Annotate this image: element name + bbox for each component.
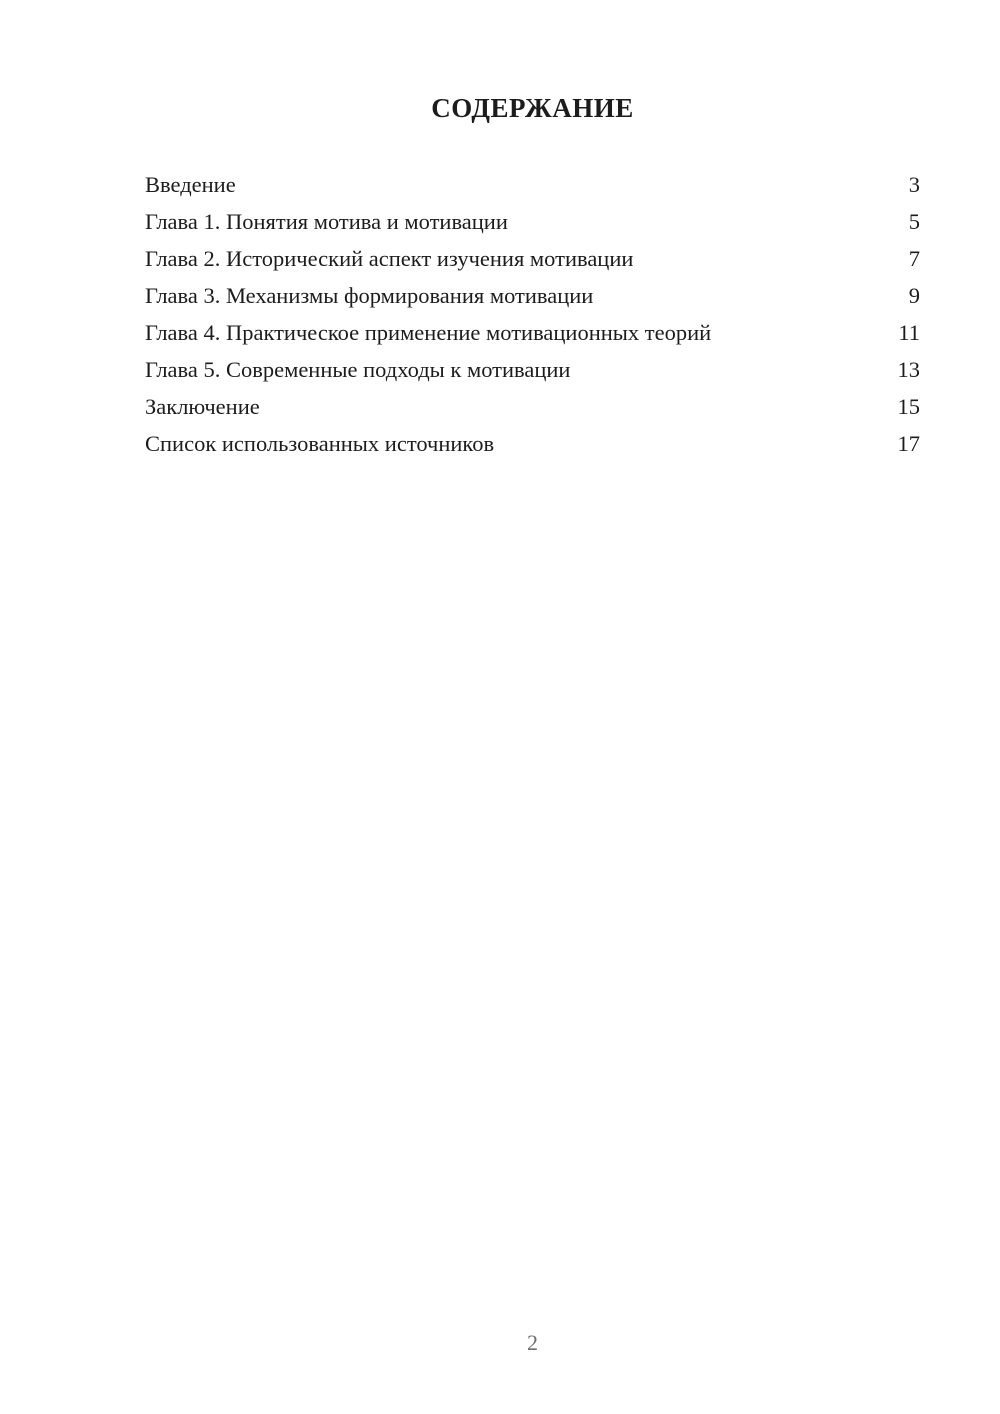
toc-entry (145, 314, 920, 351)
toc-entry-label: Заключение (145, 394, 260, 419)
toc-entry (145, 277, 920, 314)
toc-entry (145, 203, 920, 240)
toc-entry-label: Введение (145, 172, 236, 197)
toc-entry (145, 425, 920, 462)
toc-entry-label: Список использованных источников (145, 431, 495, 456)
toc-entry-page: 9 (908, 283, 920, 308)
toc-entry-label: Глава 5. Современные подходы к мотивации (145, 357, 571, 382)
toc-entry (145, 388, 920, 425)
toc-entry-label: Глава 4. Практическое применение мотивационных теорий (145, 320, 712, 345)
toc-entry-label: Глава 1. Понятия мотива и мотивации (145, 209, 508, 234)
toc-entry-label: Глава 2. Исторический аспект изучения мотивации (145, 246, 634, 271)
toc-entry-page: 13 (897, 357, 920, 382)
toc-entry-page: 7 (908, 246, 920, 271)
toc-entry-page: 11 (898, 320, 920, 345)
table-of-contents (145, 166, 920, 462)
footer-page-number: 2 (527, 1330, 538, 1355)
toc-entry-page: 15 (897, 394, 920, 419)
toc-entry (145, 240, 920, 277)
toc-entry-page: 3 (908, 172, 920, 197)
toc-entry-page: 5 (908, 209, 920, 234)
toc-entry-page: 17 (897, 431, 920, 456)
page-title: СОДЕРЖАНИЕ (431, 93, 634, 123)
toc-entry (145, 351, 920, 388)
page-content (145, 0, 920, 462)
toc-entry (145, 166, 920, 203)
toc-entry-label: Глава 3. Механизмы формирования мотивации (145, 283, 594, 308)
